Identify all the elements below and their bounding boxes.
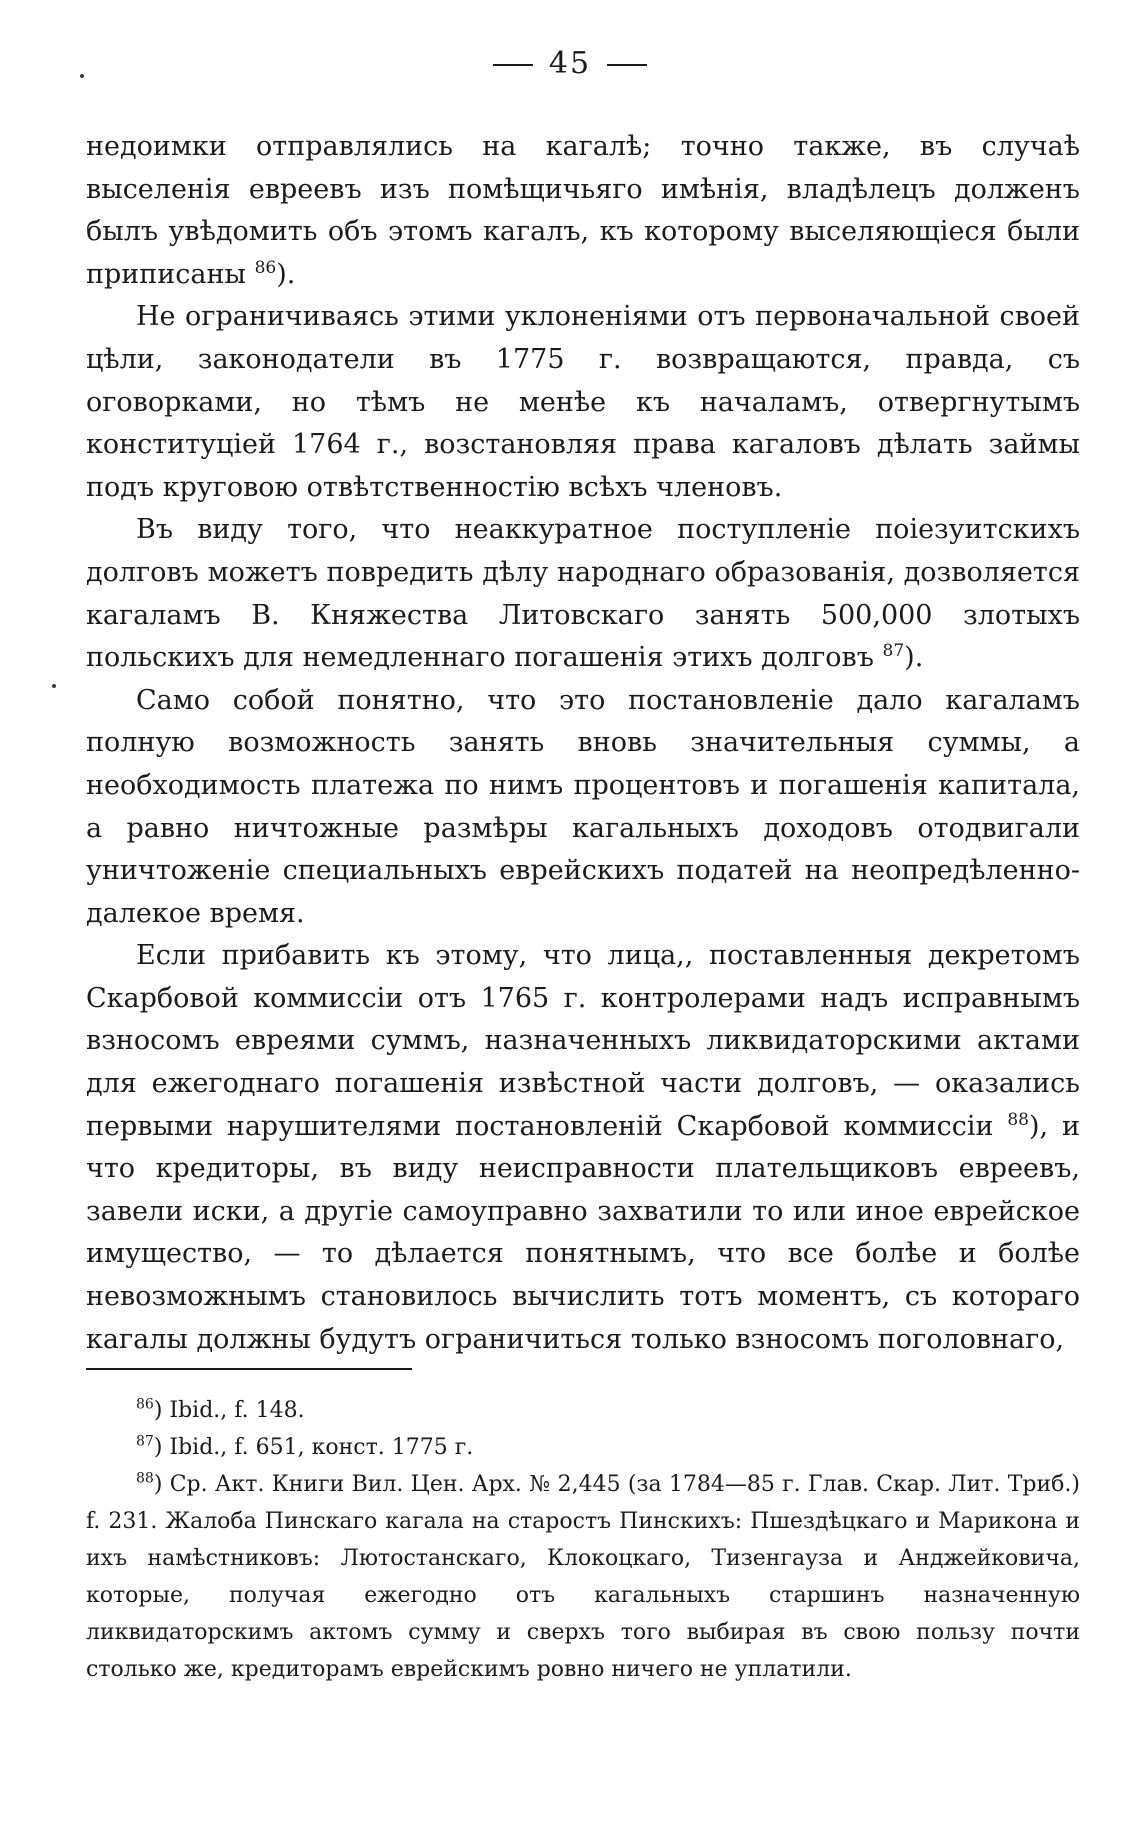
left-dash — [493, 64, 533, 66]
paragraph — [86, 126, 1080, 296]
paragraph-text-tail: ). — [276, 258, 296, 290]
page-number — [0, 46, 1140, 81]
paragraph-text: Не ограничиваясь этими уклоненіями отъ первоначальной своей цѣли, законодатели въ 1775 г. возвращаются, правда, съ оговорками, но тѣмъ не менѣе къ началамъ, отвергнутымъ конституціей 1764 г., возстановляя права кагаловъ дѣлать займы подъ круговою отвѣтственностію всѣхъ членовъ. — [86, 301, 1080, 503]
footnote-text: ) Ibid., f. 148. — [153, 1398, 305, 1423]
paragraph — [86, 296, 1080, 509]
footnote-number: 86 — [136, 1396, 154, 1413]
footnote — [86, 1429, 1080, 1466]
paragraph — [86, 509, 1080, 679]
paragraph-text: Въ виду того, что неаккуратное поступленіе поіезуитскихъ долговъ можетъ повредить дѣлу народнаго образованія, дозволяется кагаламъ В. Княжества Литовскаго занять 500,000 злотыхъ польскихъ для немедленнаго погашенія этихъ долговъ — [86, 514, 1080, 674]
footnotes — [86, 1392, 1080, 1688]
footnote-divider — [86, 1368, 412, 1370]
footnote — [86, 1392, 1080, 1429]
paragraph-text-tail: ), и что кредиторы, въ виду неисправности плательщиковъ евреевъ, завели иски, а другіе самоуправно захватили то или иное еврейское имущество, — то дѣлается понятнымъ, что все болѣе и болѣе невозможнымъ становилось вычислить тотъ моментъ, съ котораго кагалы должны будутъ ограничиться только взносомъ поголовнаго, — [86, 1110, 1081, 1355]
footnote-number: 87 — [136, 1433, 154, 1450]
paragraph — [86, 680, 1080, 936]
page-number-value: 45 — [548, 46, 592, 81]
paragraph-text: Само собой понятно, что это постановленіе дало кагаламъ полную возможность занять вновь значительныя суммы, а необходимость платежа по нимъ процентовъ и погашенія капитала, а равно ничтожные размѣры кагальныхъ доходовъ отодвигали уничтоженіе специальныхъ еврейскихъ податей на неопредѣленно-далекое время. — [86, 684, 1080, 929]
footnote — [86, 1466, 1080, 1688]
footnote-text: ) Ср. Акт. Книги Вил. Цен. Арх. № 2,445 (за 1784—85 г. Глав. Скар. Лит. Триб.) f. 231. Жалоба Пинскаго кагала на старостъ Пинскихъ: Пшездѣцкаго и Марикона и ихъ намѣстниковъ: Лютостанскаго, Клокоцкаго, Тизенгауза и Анджейковича, которые, получая ежегодно отъ кагальныхъ старшинъ назначенную ликвидаторскимъ актомъ сумму и сверхъ того выбирая въ свою пользу почти столько же, кредиторамъ еврейскимъ ровно ничего не уплатили. — [86, 1472, 1080, 1682]
paper-speck — [52, 684, 56, 688]
right-dash — [607, 64, 647, 66]
footnote-reference: 87 — [882, 641, 905, 662]
paragraph-text-tail: ). — [904, 642, 924, 674]
paragraph — [86, 935, 1080, 1361]
paragraph-text: Если прибавить къ этому, что лица,, поставленныя декретомъ Скарбовой коммиссіи отъ 1765 г. контролерами надъ исправнымъ взносомъ евреями суммъ, назначенныхъ ликвидаторскими актами для ежегоднаго погашенія извѣстной части долговъ, — оказались первыми нарушителями постановленій Скарбовой коммиссіи — [86, 940, 1080, 1142]
footnote-text: ) Ibid., f. 651, конст. 1775 г. — [153, 1435, 474, 1460]
paper-speck — [80, 74, 84, 78]
footnote-reference: 86 — [254, 257, 277, 278]
footnote-reference: 88 — [1007, 1109, 1029, 1130]
paragraph-text: недоимки отправлялись на кагалѣ; точно также, въ случаѣ выселенія евреевъ изъ помѣщичьяго имѣнія, владѣлецъ долженъ былъ увѣдомить объ этомъ кагалъ, къ которому выселяющіеся были приписаны — [86, 131, 1080, 290]
main-text — [86, 126, 1080, 1361]
footnote-number: 88 — [136, 1470, 154, 1487]
